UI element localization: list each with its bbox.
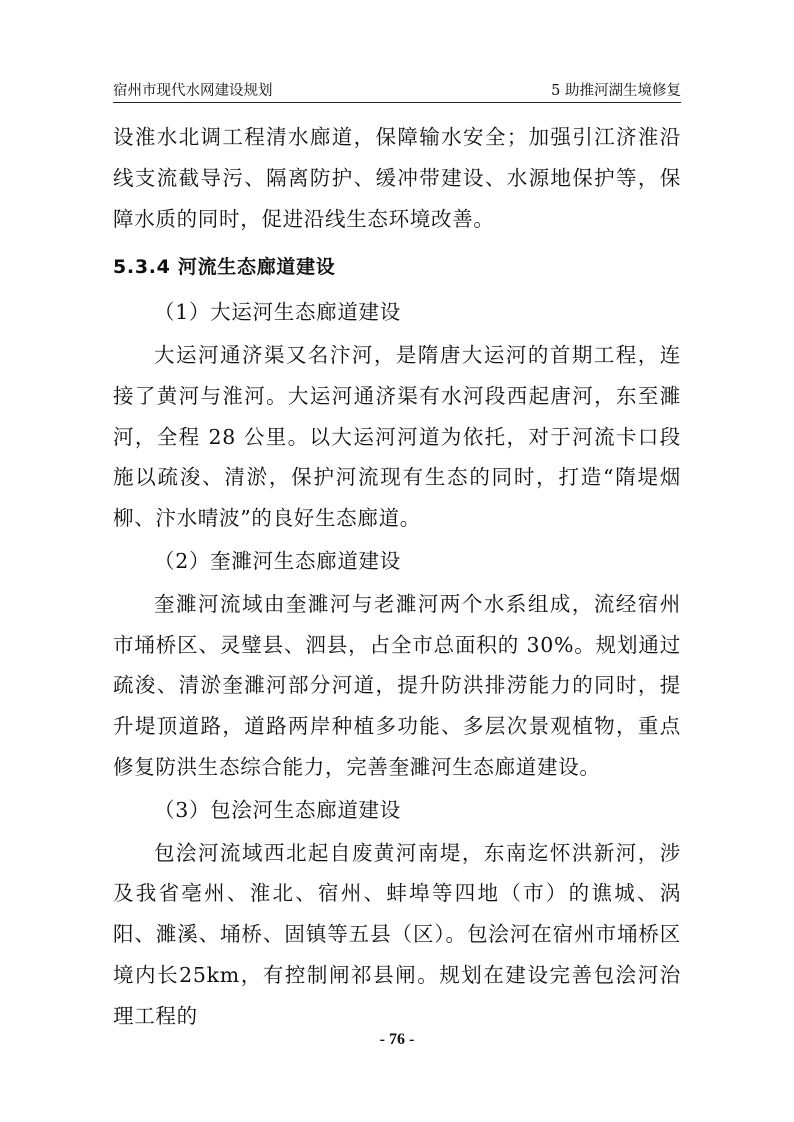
section-heading: 5.3.4 河流生态廊道建设 — [113, 256, 336, 279]
header-chapter-title: 5 助推河湖生境修复 — [551, 83, 681, 99]
page-number: - 76 - — [379, 1031, 415, 1048]
header-document-title: 宿州市现代水网建设规划 — [113, 83, 273, 99]
subsection-heading-2: （2）奎濉河生态廊道建设 — [154, 548, 401, 573]
subsection-paragraph-2: 奎濉河流域由奎濉河与老濉河两个水系组成，流经宿州市埇桥区、灵璧县、泗县，占全市总面积的 30%。规划通过疏浚、清淤奎濉河部分河道，提升防洪排涝能力的同时，提升堤顶道路，道路两岸种植多功能、多层次景观植物，重点修复防洪生态综合能力，完善奎濉河生态廊道建设。 — [113, 591, 681, 779]
subsection-heading-3: （3）包浍河生态廊道建设 — [154, 797, 401, 822]
page-header — [113, 80, 681, 103]
subsection-heading-1: （1）大运河生态廊道建设 — [154, 300, 401, 325]
subsection-paragraph-3: 包浍河流域西北起自废黄河南堤，东南迄怀洪新河，涉及我省亳州、淮北、宿州、蚌埠等四地（市）的谯城、涡阳、濉溪、埇桥、固镇等五县（区）。包浍河在宿州市埇桥区境内长25km，有控制闸祁县闸。规划在建设完善包浍河治理工程的 — [113, 840, 681, 1028]
subsection-paragraph-1: 大运河通济渠又名汴河，是隋唐大运河的首期工程，连接了黄河与淮河。大运河通济渠有水河段西起唐河，东至濉河，全程 28 公里。以大运河河道为依托，对于河流卡口段施以疏浚、清淤，保护河流现有生态的同时，打造“隋堤烟柳、汴水晴波”的良好生态廊道。 — [113, 342, 681, 531]
intro-paragraph: 设淮水北调工程清水廊道，保障输水安全；加强引江济淮沿线支流截导污、隔离防护、缓冲带建设、水源地保护等，保障水质的同时，促进沿线生态环境改善。 — [113, 125, 681, 231]
page-body — [113, 117, 681, 1037]
